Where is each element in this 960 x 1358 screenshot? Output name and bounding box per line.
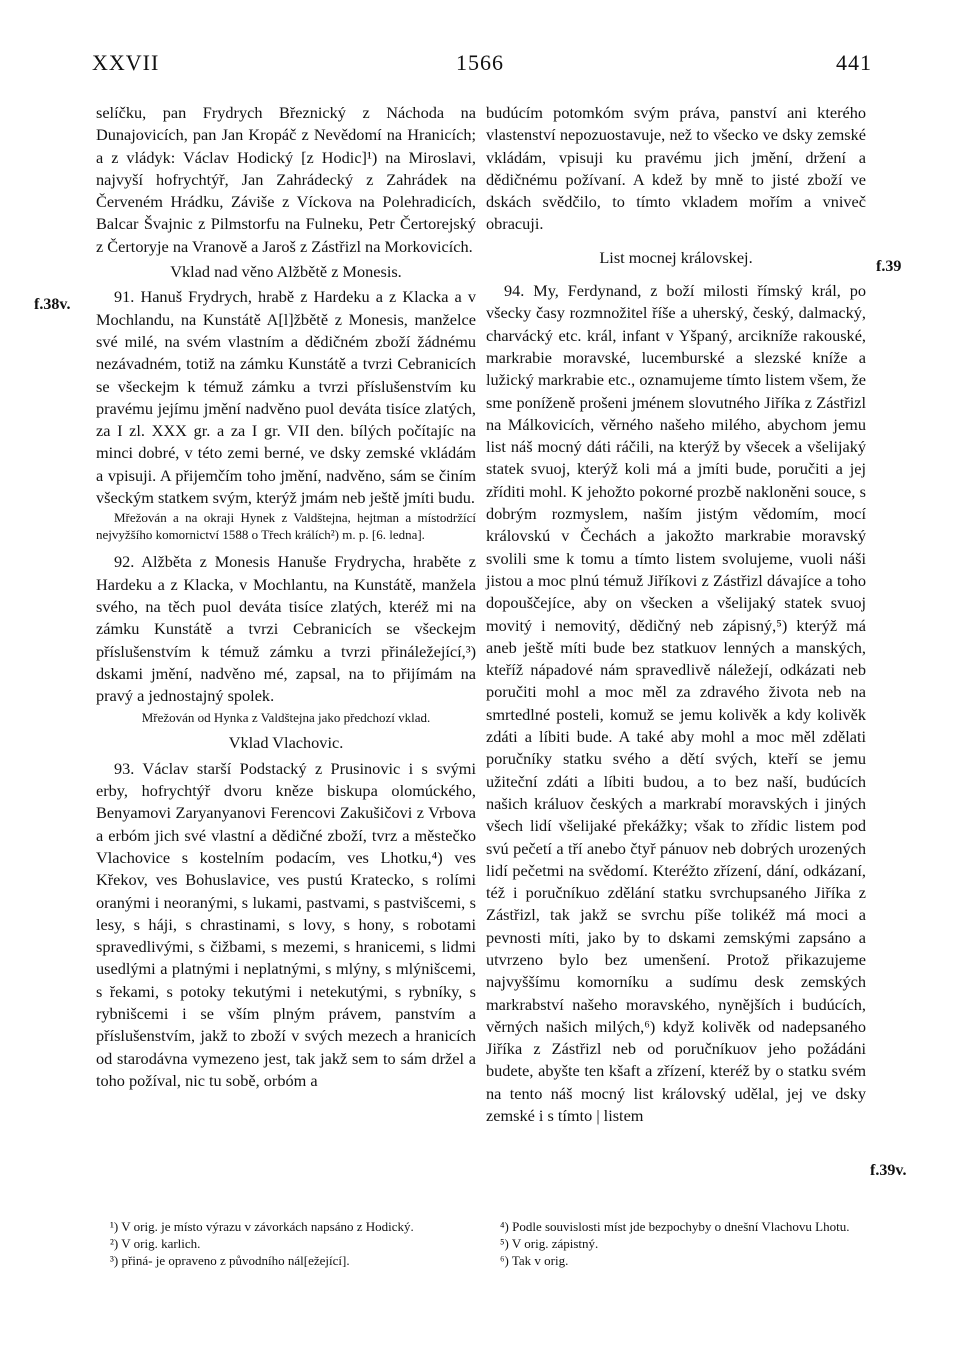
section-heading-list-mocny: List mocnej královskej. [599,247,753,267]
footnotes-right [486,1218,866,1269]
page-number: 441 [836,50,872,75]
margin-mark-folio-39v: f.39v. [870,1162,907,1179]
entry-92: 92. Alžběta z Monesis Hanuše Frydrycha, hraběte z Hardeku a z Klacka, v Mochlantu, na Kunstátě, manžela svého, na těch puol deváta tisíce zlatých, kteréž mi na zámku Kunstátě a tvrzi Cebranicích se všeckejm příslušenstvím k témuž zámku a tvrzi přináležející,³) dskami jmění, nadvěno mé, zapsal, na to přijímám na pravý a jednostajný spolek. [96,552,476,706]
margin-mark-folio-38v: f.38v. [34,296,71,313]
footnote-5: ⁵) V orig. zápistný. [500,1236,599,1251]
entry-94: 94. My, Ferdynand, z boží milosti římský král, po všecky časy rozmnožitel říše a uherský, český, dalmacký, charvácký etc. král, infant v Yšpaný, arcikníže rakouské, markrabie moravské, lucemburské a slezské kníže a lužický markrabie etc., oznamujeme tímto listem všem, že sme poníženě prošeni jménem slovutného Jiříka z Zástřizl na Málkovicích, věrného našeho milého, abychom jemu list náš mocný dáti ráčili, na kterýž by všecek a všelijaký statek svuoj, kterýž koli má a jmíti bude, poručiti a jej zříditi mohl. K jehožto pokorné prozbě nakloněni souce, s dobrým rozmyslem, naším jistým vědomím, mocí královskú v Čechách a jakožto markrabie moravský svolili sme k tomu a tímto listem svolujeme, vuoli náši jistou a moc plnú témuž Jiříkovi z Zástřizl dávajíce a toho dopouščejíce, aby on všecken a všelijaký statek svuoj movitý i nemovitý, dědičný neb zápisný,⁵) kterýž má aneb ještě míti bude bez statkuov lenných a manských, kteříž nápadové nám spravedlivě náležejí, odkázati neb poručiti mohl a moc měl za zdravého života neb na smrtedlné posteli, komuž se jemu kolivěk a kdy kolivěk zdáti a líbiti bude. A také aby mohl a moc měl zdělati poručníky statku svého a dětí svých, kteří se jemu užiteční zdáti a líbiti budou, a to bez naší, budúcích našich králuov českých a markrabí moravských i jiných všech lidí všelijaké překážky; však to zřídic listem pod svú pečetí a tří anebo čtyř pánuov neb dobrých urozených lidí pečetmi na svědomí. Kteréžto zřízení, dání, odkázaní, též i poručníkuo zdělání statku svrchupsaného Jiříka z Zástřizl, tak jakž se svrchu píše tolikéž má moci a pevnosti míti, jako by to dskami zemskými zapsáno a utvrzeno bylo bez umenšení. Protož přikazujeme najvyššímu komorníku a sudímu desk zemských markrabství našeho moravského, nynějších i budúcích, věrných našich milých,⁶) když kolivěk od nadepsaného Jiříka z Zástřizl neb od poručníkuov jeho požádáni budete, abyšte ten kšaft a zřízení, kteréž by o statku svém na tento náš mocný list královský udělal, jej ve dsky zemské i s tímto | listem [486,281,866,1126]
page-header-left: XXVII [92,50,160,75]
footnote-3: ³) přiná- je opraveno z původního nál[ežející]. [110,1253,350,1268]
section-heading-vlachovice: Vklad Vlachovic. [228,733,344,753]
note-91: Mřežován a na okraji Hynek z Valdštejna, hejtman a místodržící nejvyžšího komornictví 1588 o Třech králích²) m. p. [6. ledna]. [96,510,476,543]
right-column [486,102,866,1127]
footnote-2: ²) V orig. karlich. [110,1236,201,1251]
footnote-1: ¹) V orig. je místo výrazu v závorkách napsáno z Hodický. [110,1219,414,1234]
margin-mark-folio-39: f.39 [876,258,902,275]
note-92: Mřežován od Hynka z Valdštejna jako předchozí vklad. [141,710,431,726]
paragraph-continued: selíčku, pan Frydrych Březnický z Náchoda na Dunajovicích, pan Jan Kropáč z Nevědomí na Hranicích; a z vládyk: Václav Hodický [z Hodic]¹) na Miroslavi, najvyší hofrychtýř, Jan Zahrádecký z Zahrádek na Červeném Hrádku, Záviše z Víckova na Polehradicích, Balcar Švajnic z Pilmstorfu na Fulneku, Petr Čertorejský z Čertoryje na Vranově a Jaroš z Zástřizl na Morkovicích. [96,103,476,256]
footnote-4: ⁴) Podle souvislosti míst jde bezpochyby o dnešní Vlachovu Lhotu. [500,1219,850,1234]
left-column [96,102,476,1092]
entry-93: 93. Václav starší Podstacký z Prusinovic i s svými erby, hofrychtýř dvoru kněze biskupa olomúckého, Benyamovi Zaryanyanovi Ferencovi Zakušičovi z Vrbova a erbóm jich své vlastní a dědičné zboží, tvrz a městečko Vlachovice s kostelním podacím, ves Lhotku,⁴) ves Křekov, ves Bohuslavice, ves pustú Kratecko, s rolími oranými i neoranými, s lukami, pastvami, s pastvišcemi, s lesy, s háji, s chrastinami, s lovy, s hony, s robotami spravedlivými, s čižbami, s mezemi, s hranicemi, s lidmi usedlými a platnými i neplatnými, s mlýny, s mlýnišcemi, s řekami, s potoky tekutými i netekutými, s rybníky, s rybnišcemi i se vším plným právem, panstvím a příslušenstvím, jakž to zboží v svých mezech a hranicích od starodávna vymezeno jest, tak jakž sem to sám držel a toho požíval, nic tu sobě, orbóm a [96,758,476,1090]
entry-91: 91. Hanuš Frydrych, hrabě z Hardeku a z Klacka a v Mochlandu, na Kunstátě A[l]žbětě z Monesis, manželce své milé, na svém vlastním a dědičném zboží žádnému nezávadném, totiž na zámku Kunstátě a tvrzi Cebranicích se všeckejm k témuž zámku a tvrzi příslušenstvím ku pravému jejímu jmění nadvěno puol deváta tisíce zlatých, za I zl. XXX gr. a za I gr. VII den. bílých počítajíc na minci dobré, v této zemi berné, ve dsky zemské vkládám a vpisuji. A přijemčím toho jmění, nadvěno, sám se činím všeckým statkem svým, kterýž jmám neb ještě jmíti budu. [96,287,476,508]
paragraph-continued-right: budúcím potomkóm svým práva, panství ani kterého vlastenství nepozuostavuje, než to všecko ve dsky zemské vkládám, vpisuji ku pravému jich jmění, držení a dědičnému požívaní. A kdež by mně to jisté zboží ve dskách svědčilo, to tímto vkladem mořím a vniveč obracuji. [486,103,866,234]
footnote-6: ⁶) Tak v orig. [500,1253,569,1268]
page-header-year: 1566 [456,50,504,75]
footnotes-left [96,1218,476,1269]
section-heading-vklad-veno: Vklad nad věno Alžbětě z Monesis. [170,262,402,282]
